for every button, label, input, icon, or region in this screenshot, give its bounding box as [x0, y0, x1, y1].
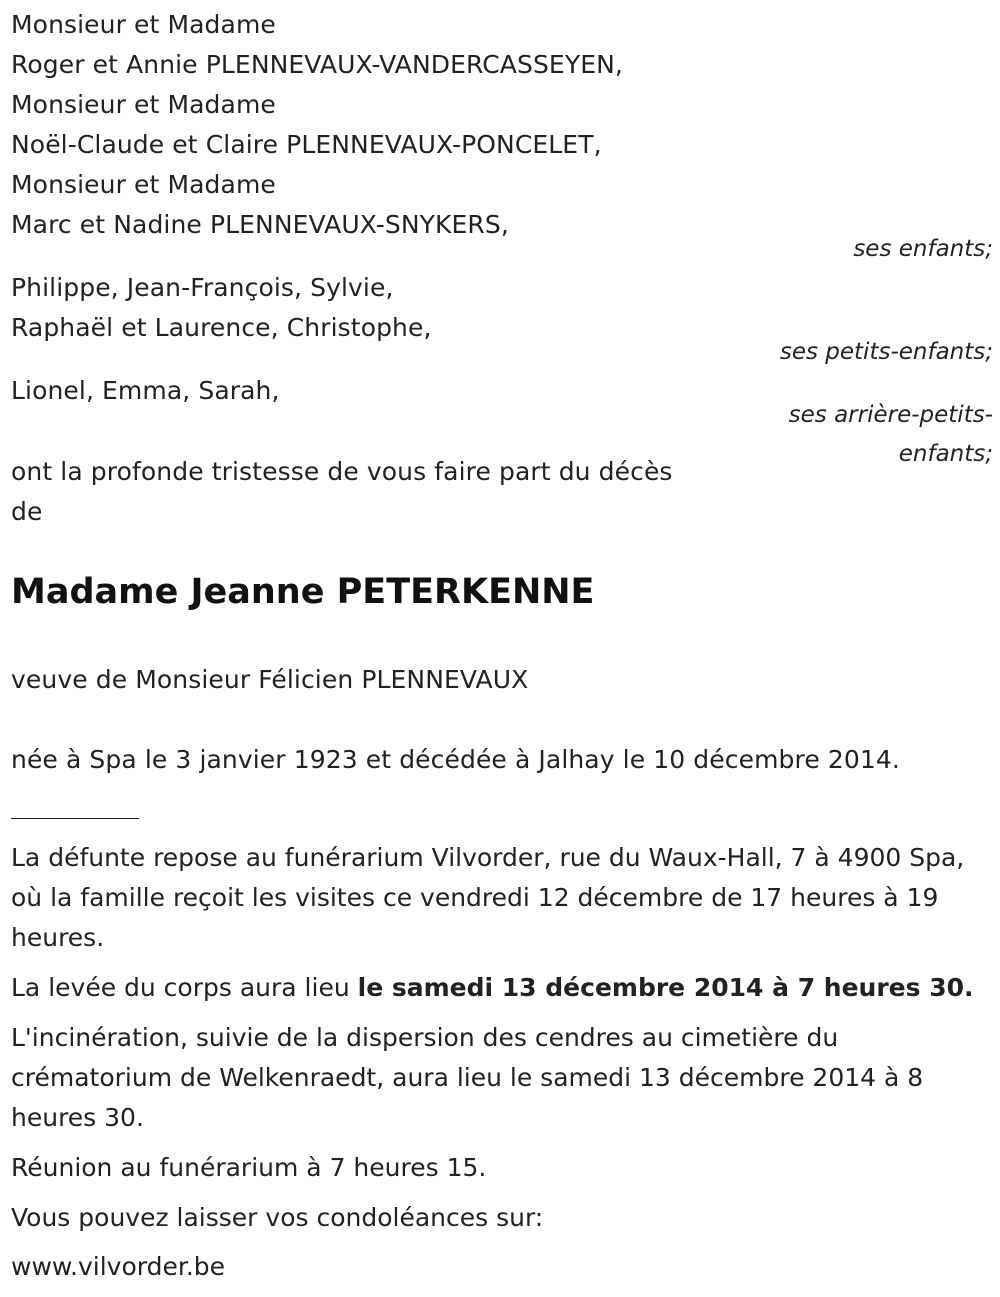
children-line-3: Monsieur et Madame — [11, 90, 276, 119]
levee-prefix: La levée du corps aura lieu — [11, 973, 358, 1002]
separator-rule — [11, 818, 139, 819]
widow-of: veuve de Monsieur Félicien PLENNEVAUX — [11, 665, 529, 694]
levee-date-time: le samedi 13 décembre 2014 à 7 heures 30. — [357, 973, 974, 1002]
grandchildren-role: ses petits-enfants; — [779, 339, 993, 365]
website-link[interactable]: www.vilvorder.be — [11, 1252, 226, 1281]
children-line-4: Noël-Claude et Claire PLENNEVAUX-PONCELET, — [11, 130, 602, 159]
children-role: ses enfants; — [853, 236, 993, 262]
cremation-paragraph: L'incinération, suivie de la dispersion des cendres au cimetière du crématorium de Welkenraedt, aura lieu le samedi 13 décembre 2014 à 8 heures 30. — [11, 1023, 924, 1132]
birth-death-dates: née à Spa le 3 janvier 1923 et décédée à Jalhay le 10 décembre 2014. — [11, 745, 900, 774]
rest-paragraph: La défunte repose au funérarium Vilvorder, rue du Waux-Hall, 7 à 4900 Spa, où la famille reçoit les visites ce vendredi 12 décembre de 17 heures à 19 heures. — [11, 843, 965, 952]
great-grandchildren-role-2: enfants; — [898, 441, 993, 467]
obituary-notice — [11, 0, 993, 1297]
children-line-6: Marc et Nadine PLENNEVAUX-SNYKERS, — [11, 210, 509, 239]
condolences-paragraph: Vous pouvez laisser vos condoléances sur: — [11, 1203, 544, 1232]
announcement-intro-2: de — [11, 497, 43, 526]
children-line-2: Roger et Annie PLENNEVAUX-VANDERCASSEYEN, — [11, 50, 623, 79]
children-line-5: Monsieur et Madame — [11, 170, 276, 199]
grandchildren-line-2: Raphaël et Laurence, Christophe, — [11, 313, 432, 342]
children-line-1: Monsieur et Madame — [11, 10, 276, 39]
great-grandchildren-line: Lionel, Emma, Sarah, — [11, 376, 280, 405]
great-grandchildren-role-1: ses arrière-petits- — [788, 402, 993, 428]
deceased-name: Madame Jeanne PETERKENNE — [11, 572, 595, 612]
levee-paragraph — [11, 968, 986, 1008]
meeting-paragraph: Réunion au funérarium à 7 heures 15. — [11, 1153, 487, 1182]
grandchildren-line-1: Philippe, Jean-François, Sylvie, — [11, 273, 394, 302]
announcement-intro-1: ont la profonde tristesse de vous faire part du décès — [11, 457, 673, 486]
